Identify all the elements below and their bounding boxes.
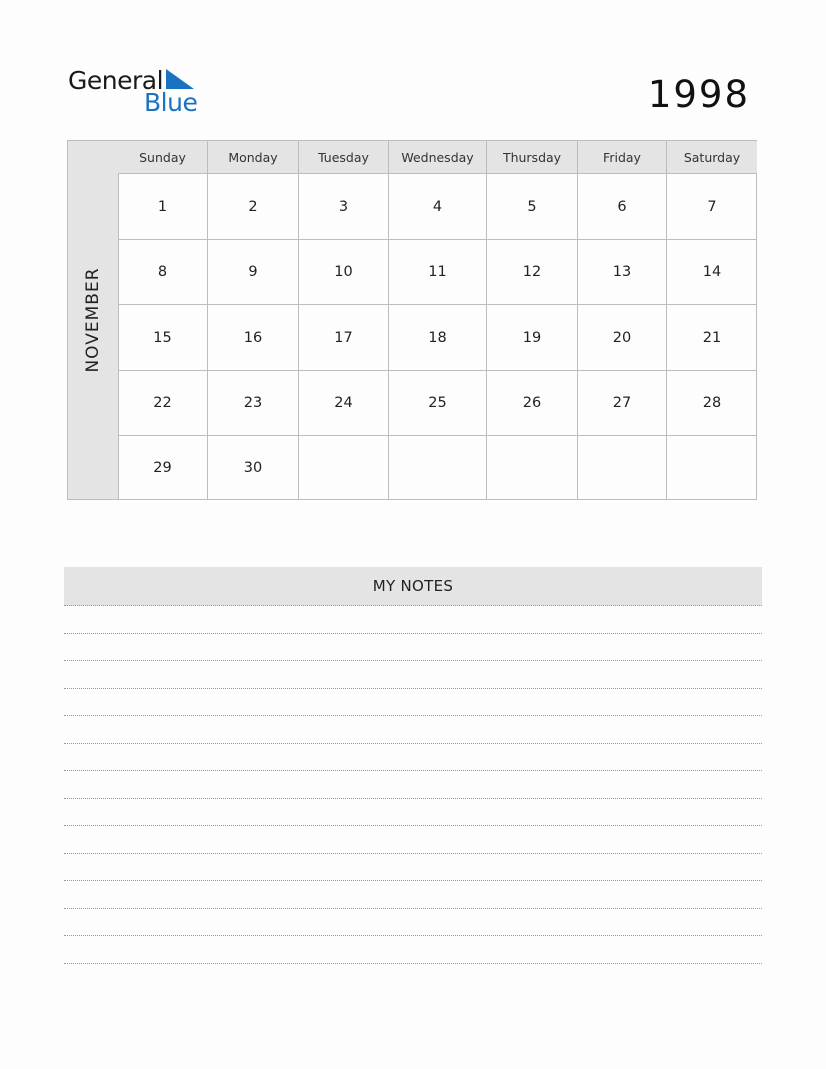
day-cell: 18: [389, 305, 487, 371]
day-cell: 22: [118, 371, 208, 436]
weekday-header: Wednesday: [389, 141, 487, 174]
day-cell: 6: [578, 174, 667, 240]
day-cell: 29: [118, 436, 208, 499]
note-line: [64, 936, 762, 964]
day-cell: 23: [208, 371, 299, 436]
day-cell: 25: [389, 371, 487, 436]
day-cell: 21: [667, 305, 757, 371]
day-cell: 24: [299, 371, 389, 436]
logo-triangle-icon: [166, 69, 194, 89]
day-cell: 8: [118, 240, 208, 305]
day-cell: 9: [208, 240, 299, 305]
day-cell: 14: [667, 240, 757, 305]
weekday-header: Thursday: [487, 141, 578, 174]
month-label: NOVEMBER: [83, 267, 103, 373]
note-line: [64, 744, 762, 772]
weekday-header: Tuesday: [299, 141, 389, 174]
note-line: [64, 716, 762, 744]
weekday-header: Sunday: [118, 141, 208, 174]
month-column: [68, 141, 119, 499]
day-cell: 27: [578, 371, 667, 436]
note-line: [64, 826, 762, 854]
day-cell: 26: [487, 371, 578, 436]
day-cell: 10: [299, 240, 389, 305]
note-line: [64, 854, 762, 882]
day-cell: 15: [118, 305, 208, 371]
weekday-header: Friday: [578, 141, 667, 174]
day-cell: 17: [299, 305, 389, 371]
note-line: [64, 909, 762, 937]
general-blue-logo: [68, 66, 208, 118]
day-cell: [667, 436, 757, 499]
note-line: [64, 606, 762, 634]
logo-text-general: General: [68, 66, 164, 95]
notes-lines: [64, 606, 762, 964]
logo-text-blue: Blue: [144, 88, 198, 117]
day-cell: 1: [118, 174, 208, 240]
day-cell: [578, 436, 667, 499]
day-cell: [487, 436, 578, 499]
note-line: [64, 771, 762, 799]
day-cell: 4: [389, 174, 487, 240]
notes-section: [64, 567, 762, 964]
day-cell: 19: [487, 305, 578, 371]
day-cell: [299, 436, 389, 499]
day-cell: 20: [578, 305, 667, 371]
note-line: [64, 634, 762, 662]
day-cell: 11: [389, 240, 487, 305]
note-line: [64, 881, 762, 909]
day-cell: 2: [208, 174, 299, 240]
note-line: [64, 799, 762, 827]
day-cell: 30: [208, 436, 299, 499]
day-cell: 16: [208, 305, 299, 371]
calendar-grid: [118, 141, 757, 499]
day-cell: 28: [667, 371, 757, 436]
note-line: [64, 661, 762, 689]
weekday-header: Saturday: [683, 150, 741, 165]
weekday-header: Monday: [208, 141, 299, 174]
day-cell: 7: [667, 174, 757, 240]
day-cell: 12: [487, 240, 578, 305]
note-line: [64, 689, 762, 717]
year-title: 1998: [647, 73, 750, 116]
day-cell: 13: [578, 240, 667, 305]
day-cell: [389, 436, 487, 499]
day-cell: 5: [487, 174, 578, 240]
day-cell: 3: [299, 174, 389, 240]
calendar-table: [67, 140, 757, 500]
notes-title: MY NOTES: [64, 567, 762, 606]
